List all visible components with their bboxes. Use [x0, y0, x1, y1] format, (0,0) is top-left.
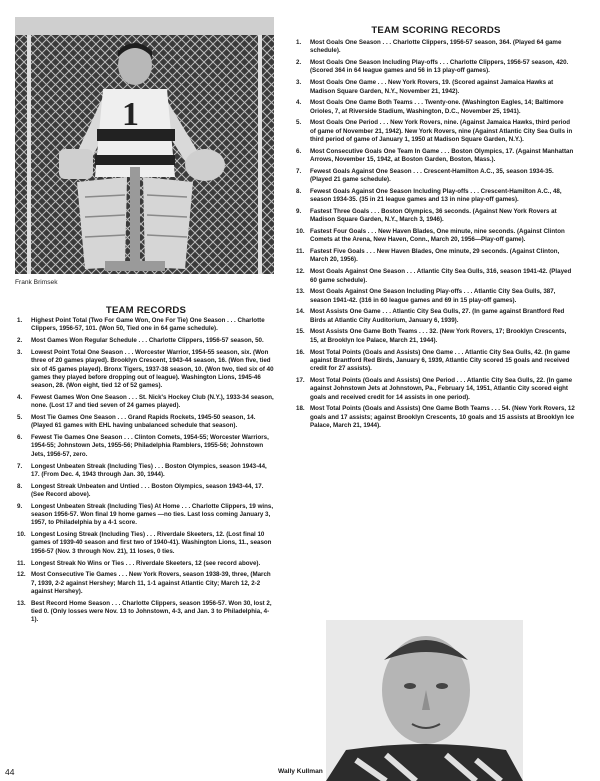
record-text: Most Consecutive Goals One Team In Game . . . Boston Olympics, 17. (Against Manhattan Arrows, November 15, 1942, at Boston Garden, Boston, Mass.).	[310, 147, 574, 164]
record-item	[17, 503, 275, 528]
record-text: Most Goals One Game Both Teams . . . Twenty-one. (Washington Eagles, 14; Baltimore Orioles, 7, at Riverside Stadium, Washington, D.C., November 25, 1941).	[310, 99, 564, 115]
record-number: 17.	[296, 376, 305, 384]
record-number: 1.	[17, 317, 23, 324]
record-text: Most Goals One Season . . . Charlotte Clippers, 1956-57 season, 364. (Played 64 game schedule).	[310, 39, 562, 55]
record-text: Longest Unbeaten Streak (Including Ties) At Home . . . Charlotte Clippers, 19 wins, season 1956-57. Won final 19 home games —no ties. Last loss coming January 3, 1957, to Philadelphia by a 4-1 score.	[31, 502, 274, 527]
frank-brimsek-photo	[15, 17, 274, 274]
record-item	[296, 228, 576, 245]
record-item	[17, 483, 275, 500]
record-text: Best Record Home Season . . . Charlotte Clippers, season 1956-57. Won 30, lost 2, tied 0. (Only losses were Nov. 13 to Johnstown, 4-3, and Jan. 3 to Philadelphia, 4-1).	[31, 599, 272, 624]
record-text: Most Consecutive Tie Games . . . New York Rovers, season 1938-39, three, (March 7, 1939, 2-2 against Hershey; March 11, 1-1 against Atlantic City; March 12, 2-2 against Hershey).	[31, 571, 271, 595]
record-number: 8.	[296, 187, 302, 195]
record-number: 4.	[17, 393, 23, 401]
record-text: Most Games Won Regular Schedule . . . Charlotte Clippers, 1956-57 season, 50.	[31, 337, 264, 345]
record-text: Most Assists One Game . . . Atlantic City Sea Gulls, 27. (In game against Brantford Red Birds at Atlantic City Auditorium, January 6, 1939).	[310, 308, 565, 324]
record-number: 11.	[296, 248, 305, 256]
record-text: Most Tie Games One Season . . . Grand Rapids Rockets, 1945-50 season, 14. (Played 61 games with EHL having unbalanced schedule that season).	[31, 414, 256, 430]
record-text: Fastest Three Goals . . . Boston Olympics, 36 seconds. (Against New York Rovers at Madison Square Garden, N.Y., March 3, 1946).	[310, 207, 557, 224]
record-text: Highest Point Total (Two For Game Won, One For Tie) One Season . . . Charlotte Clippers, 1956-57, 101. (Won 50, Tied one in 64 game schedule).	[31, 317, 265, 333]
portrait-image	[326, 620, 523, 781]
record-item	[296, 59, 576, 76]
record-item	[17, 317, 275, 334]
right-photo-caption: Wally Kullman	[278, 768, 323, 775]
goaltender-image	[15, 17, 274, 274]
record-number: 12.	[17, 571, 26, 579]
record-text: Most Goals Against One Season . . . Atlantic City Sea Gulls, 316, season 1941-42. (Played 60 game schedule).	[310, 268, 572, 284]
record-item	[17, 349, 275, 391]
record-text: Most Total Points (Goals and Assists) One Period . . . Atlantic City Sea Gulls, 22. (In game against Johnstown Jets at Johnstown, Pa., February 14, 1951, Atlantic City scored eight goals and received credit for 14 assists in one period).	[310, 376, 573, 401]
record-number: 15.	[296, 328, 305, 336]
wally-kullman-photo	[326, 620, 523, 781]
record-number: 11.	[17, 559, 26, 567]
record-number: 7.	[17, 462, 23, 470]
record-item	[296, 328, 576, 345]
team-records-list	[17, 317, 275, 628]
record-number: 18.	[296, 405, 305, 413]
record-number: 13.	[17, 599, 26, 607]
record-number: 14.	[296, 308, 305, 316]
record-number: 6.	[296, 147, 302, 155]
record-item	[17, 394, 275, 411]
record-item	[17, 434, 275, 459]
team-records-title: TEAM RECORDS	[105, 305, 187, 316]
left-photo-caption: Frank Brimsek	[15, 279, 58, 286]
record-item	[296, 99, 576, 116]
record-text: Most Goals One Season Including Play-offs . . . Charlotte Clippers, 1956-57 season, 420. (Scored 364 in 64 league games and 56 in 13 play-off games).	[310, 59, 569, 75]
record-item	[17, 531, 275, 556]
record-number: 5.	[17, 414, 23, 421]
record-item	[296, 119, 576, 144]
team-scoring-records-title: TEAM SCORING RECORDS	[371, 25, 501, 36]
record-number: 3.	[296, 79, 302, 87]
page-number: 44	[5, 767, 15, 777]
record-number: 9.	[17, 502, 23, 510]
record-item	[296, 308, 576, 325]
record-item	[17, 414, 275, 431]
record-item	[296, 405, 576, 430]
record-number: 7.	[296, 167, 302, 175]
record-text: Fewest Games Won One Season . . . St. Nick's Hockey Club (N.Y.), 1933-34 season, none. (Lost 17 and tied seven of 24 games played).	[31, 393, 274, 410]
record-number: 6.	[17, 434, 23, 442]
record-item	[296, 79, 576, 96]
record-text: Longest Losing Streak (Including Ties) . . . Riverdale Skeeters, 12. (Lost final 10 games of 1939-40 season and first two of 1940-41). Washington Lions, 11., season 1956-57 (Nov. 3 through Nov. 21), 11 loses, 0 ties.	[31, 531, 272, 555]
team-scoring-records-list	[296, 39, 576, 434]
svg-text:1: 1	[122, 96, 139, 133]
record-item	[296, 168, 576, 185]
record-text: Most Assists One Game Both Teams . . . 32. (New York Rovers, 17; Brooklyn Crescents, 15, at Brooklyn Ice Palace, March 21, 1944).	[310, 328, 567, 344]
record-text: Lowest Point Total One Season . . . Worcester Warrior, 1954-55 season, six. (Won three of 20 games played). Brooklyn Crescent, 1943-44 season, 16. (Won five, tied six of 45 games played). Bronx Tigers, 1937-38 season, 10. (Won two, tied six of 40 games they played before dropping out of league). Washington Lions, 1945-46 season, 28. (Won eight, tied 12 of 52 games).	[31, 348, 274, 390]
record-number: 5.	[296, 119, 302, 127]
record-item	[17, 337, 275, 345]
record-number: 3.	[17, 348, 23, 356]
record-number: 9.	[296, 207, 302, 215]
record-item	[296, 288, 576, 305]
record-item	[17, 560, 275, 568]
record-number: 8.	[17, 482, 23, 490]
record-text: Most Total Points (Goals and Assists) One Game Both Teams . . . 54. (New York Rovers, 12 goals and 17 assists; against Brooklyn Crescents, 10 goals and 15 assists at Brooklyn Ice Palace, March 21, 1944).	[310, 405, 575, 430]
record-number: 1.	[296, 39, 302, 46]
record-number: 4.	[296, 99, 302, 107]
record-text: Fewest Tie Games One Season . . . Clinton Comets, 1954-55; Worcester Warriors, 1954-55; Johnstown Jets, 1955-56; Philadelphia Ramblers, 1955-56; Johnstown Jets, 1956-57, zero.	[31, 434, 269, 458]
record-item	[296, 148, 576, 165]
record-number: 2.	[17, 337, 23, 345]
record-text: Fastest Four Goals . . . New Haven Blades, One minute, nine seconds. (Against Clinton Comets at the Arena, New Haven, Conn., March 20, 1956—Play-off game).	[310, 228, 565, 244]
record-text: Most Total Points (Goals and Assists) One Game . . . Atlantic City Sea Gulls, 42. (In game against Brantford Red Birds, January 6, 1939, Atlantic City scored 15 goals and received credit for 27 assists).	[310, 348, 571, 373]
record-number: 12.	[296, 268, 305, 276]
record-text: Fewest Goals Against One Season . . . Crescent-Hamilton A.C., 35, season 1934-35. (Played 21 game schedule).	[310, 167, 554, 184]
record-item	[296, 39, 576, 56]
record-text: Fewest Goals Against One Season Including Play-offs . . . Crescent-Hamilton A.C., 48, season 1934-35. (35 in 21 league games and 13 in nine play-off games).	[310, 187, 562, 204]
record-text: Longest Streak No Wins or Ties . . . Riverdale Skeeters, 12 (see record above).	[31, 559, 261, 567]
record-text: Longest Unbeaten Streak (Including Ties) . . . Boston Olympics, season 1943-44, 17. (From Dec. 4, 1943 through Jan. 30, 1944).	[31, 462, 267, 478]
record-item	[296, 377, 576, 402]
record-item	[17, 463, 275, 480]
record-item	[296, 349, 576, 374]
record-item	[296, 248, 576, 265]
record-number: 13.	[296, 288, 305, 296]
record-number: 10.	[296, 228, 305, 236]
record-number: 2.	[296, 59, 302, 67]
record-number: 10.	[17, 531, 26, 539]
record-item	[296, 188, 576, 205]
record-item	[17, 600, 275, 625]
record-number: 16.	[296, 348, 305, 356]
record-text: Most Goals Against One Season Including Play-offs . . . Atlantic City Sea Gulls, 387, season 1941-42. (316 in 60 league games and 69 in 15 play-off games).	[310, 288, 556, 304]
record-text: Fastest Five Goals . . . New Haven Blades, One minute, 29 seconds. (Against Clinton, March 20, 1956).	[310, 248, 560, 264]
record-text: Longest Streak Unbeaten and Untied . . . Boston Olympics, season 1943-44, 17. (See Record above).	[31, 482, 264, 498]
record-item	[296, 208, 576, 225]
record-item	[296, 268, 576, 285]
record-item	[17, 571, 275, 596]
record-text: Most Goals One Period . . . New York Rovers, nine. (Against Jamaica Hawks, third period of game of November 21, 1942). New York Rovers, nine (Against Atlantic City Sea Gulls in third period of game of January 1, 1950 at Madison Square Garden, N.Y.).	[310, 119, 573, 143]
record-text: Most Goals One Game . . . New York Rovers, 19. (Scored against Jamaica Hawks at Madison Square Garden, N.Y., November 21, 1942).	[310, 79, 554, 95]
